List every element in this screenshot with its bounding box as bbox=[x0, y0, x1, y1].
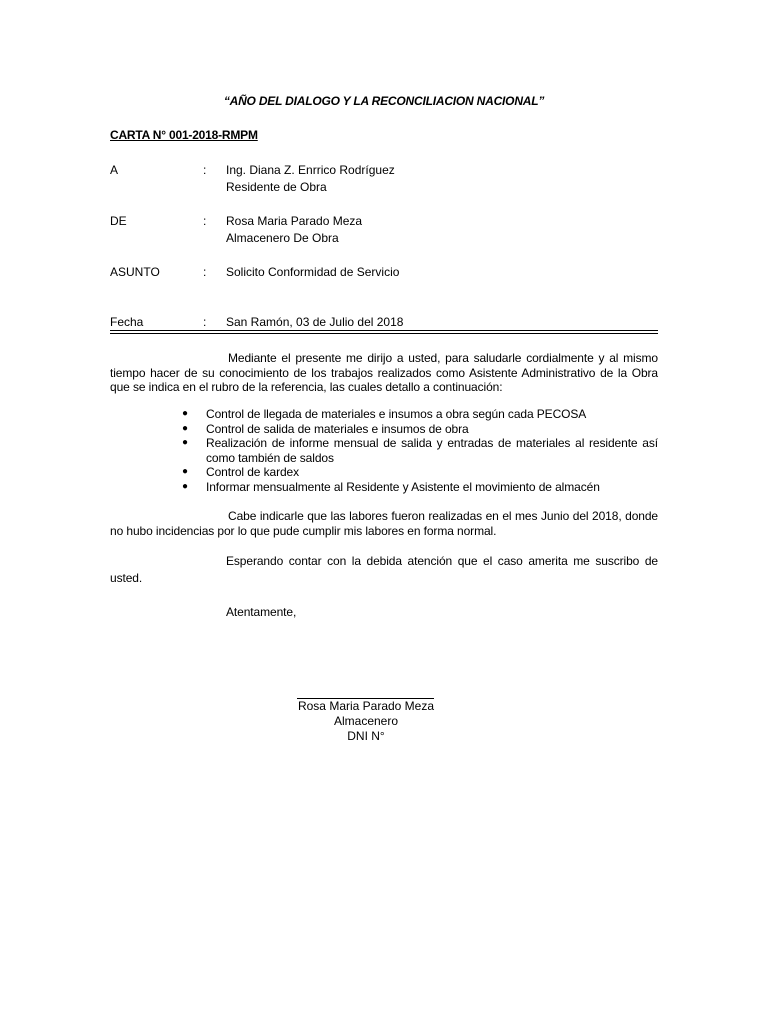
closing-paragraph: Esperando contar con la debida atención que el caso amerita me suscribo de usted. bbox=[110, 554, 658, 585]
salutation: Atentamente, bbox=[226, 605, 297, 619]
signer-role: Almacenero bbox=[333, 714, 399, 728]
field-label-asunto: ASUNTO bbox=[110, 265, 160, 279]
letter-number: CARTA N° 001-2018-RMPM bbox=[110, 128, 258, 142]
field-label-fecha: Fecha bbox=[110, 315, 144, 329]
field-value-de bbox=[226, 213, 362, 247]
header-rule-bottom bbox=[110, 333, 658, 334]
list-item: ● Control de llegada de materiales e insumos a obra según cada PECOSA bbox=[182, 407, 587, 421]
field-colon-asunto: : bbox=[203, 265, 207, 279]
list-item: ● Realización de informe mensual de salida y entradas de materiales al residente así como también de saldos bbox=[182, 436, 658, 465]
field-value-fecha: San Ramón, 03 de Julio del 2018 bbox=[226, 315, 404, 329]
recipient-name: Ing. Diana Z. Enrrico Rodríguez bbox=[226, 163, 395, 177]
bullet-icon: ● bbox=[182, 422, 188, 434]
recipient-role: Residente de Obra bbox=[226, 180, 327, 194]
year-motto: “AÑO DEL DIALOGO Y LA RECONCILIACION NACIONAL” bbox=[223, 94, 545, 108]
field-colon-de: : bbox=[203, 214, 207, 228]
task-list bbox=[110, 407, 658, 494]
bullet-icon: ● bbox=[182, 466, 188, 477]
list-item: ● Control de kardex bbox=[182, 465, 300, 479]
list-item: ● Informar mensualmente al Residente y Asistente el movimiento de almacén bbox=[182, 479, 600, 494]
field-label-de: DE bbox=[110, 214, 127, 228]
field-value-a bbox=[226, 162, 395, 196]
bullet-icon: ● bbox=[182, 408, 188, 419]
signature-block bbox=[266, 699, 466, 744]
field-value-asunto: Solicito Conformidad de Servicio bbox=[226, 265, 400, 279]
sender-role: Almacenero De Obra bbox=[226, 231, 339, 245]
header-rule-top bbox=[110, 330, 658, 331]
field-colon-fecha: : bbox=[203, 315, 207, 329]
field-colon-a: : bbox=[203, 163, 207, 177]
list-item: ● Control de salida de materiales e insumos de obra bbox=[182, 421, 469, 436]
report-paragraph: Cabe indicarle que las labores fueron realizadas en el mes Junio del 2018, donde no hubo incidencias por lo que pude cumplir mis labores en forma normal. bbox=[110, 509, 658, 538]
signer-dni: DNI N° bbox=[347, 729, 385, 743]
signer-name: Rosa Maria Parado Meza bbox=[297, 699, 435, 713]
bullet-icon: ● bbox=[182, 480, 188, 492]
bullet-icon: ● bbox=[182, 437, 188, 448]
sender-name: Rosa Maria Parado Meza bbox=[226, 214, 363, 228]
field-label-a: A bbox=[110, 163, 119, 177]
intro-paragraph: Mediante el presente me dirijo a usted, para saludarle cordialmente y al mismo tiempo hacer de su conocimiento de los trabajos realizados como Asistente Administrativo de la Obra que se indica en el rubro de la referencia, las cuales detallo a continuación: bbox=[110, 351, 658, 394]
